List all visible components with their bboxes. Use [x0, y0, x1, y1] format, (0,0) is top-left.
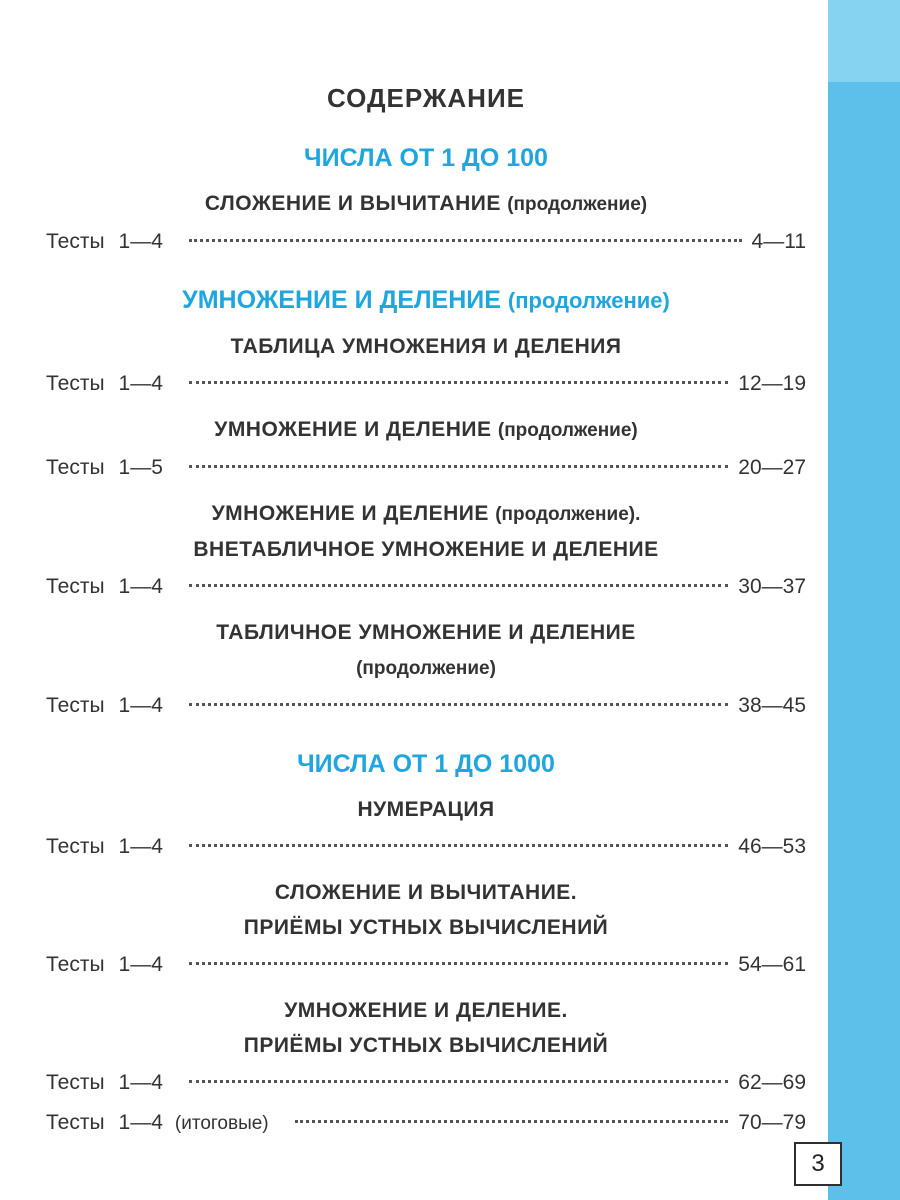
section-title [46, 186, 806, 222]
section-title-suffix: (продолжение) [356, 658, 496, 679]
toc-row [46, 686, 806, 726]
toc-pages: 70—79 [738, 1111, 806, 1134]
toc-label: Тесты [46, 694, 105, 717]
section-title: ТАБЛИЧНОЕ УМНОЖЕНИЕ И ДЕЛЕНИЕ [216, 621, 636, 644]
toc-pages: 12—19 [738, 372, 806, 395]
toc-range: 1—4 [118, 694, 163, 717]
section-title-suffix: (продолжение) [497, 420, 638, 441]
section-title-main: СЛОЖЕНИЕ И ВЫЧИТАНИЕ [204, 192, 501, 215]
dot-leader [295, 1119, 729, 1123]
toc-row [46, 222, 806, 262]
section-title: УМНОЖЕНИЕ И ДЕЛЕНИЕ. [284, 999, 568, 1022]
toc-label: Тесты [46, 1071, 105, 1094]
toc-range: 1—4 [118, 1071, 163, 1094]
toc-label: Тесты [46, 953, 105, 976]
section-title: СЛОЖЕНИЕ И ВЫЧИТАНИЕ. [274, 881, 578, 904]
dot-leader [189, 238, 742, 242]
section-title-line2: ПРИЁМЫ УСТНЫХ ВЫЧИСЛЕНИЙ [243, 1034, 609, 1057]
toc-range: 1—4 [118, 835, 163, 858]
table-of-contents [46, 76, 806, 1143]
toc-row [46, 1063, 806, 1103]
toc-pages: 62—69 [738, 1071, 806, 1094]
toc-range: 1—5 [118, 456, 163, 479]
toc-row [46, 827, 806, 867]
toc-label: Тесты [46, 575, 105, 598]
dot-leader [189, 843, 728, 847]
section-title: НУМЕРАЦИЯ [357, 798, 495, 821]
toc-pages: 54—61 [738, 953, 806, 976]
right-color-band [828, 0, 900, 1200]
part-title-3: ЧИСЛА ОТ 1 ДО 1000 [297, 750, 555, 778]
dot-leader [189, 583, 728, 587]
toc-row [46, 567, 806, 607]
toc-pages: 46—53 [738, 835, 806, 858]
toc-label: Тесты [46, 456, 105, 479]
section-title: ТАБЛИЦА УМНОЖЕНИЯ И ДЕЛЕНИЯ [230, 335, 622, 358]
toc-row [46, 945, 806, 985]
section-title-main: УМНОЖЕНИЕ И ДЕЛЕНИЕ [211, 502, 489, 525]
page-title: СОДЕРЖАНИЕ [327, 83, 525, 113]
dot-leader [189, 380, 728, 384]
dot-leader [189, 464, 728, 468]
part-title-main: УМНОЖЕНИЕ И ДЕЛЕНИЕ [182, 286, 501, 314]
section-title-line2: ПРИЁМЫ УСТНЫХ ВЫЧИСЛЕНИЙ [243, 916, 609, 939]
toc-pages: 20—27 [738, 456, 806, 479]
part-title-2 [46, 280, 806, 321]
section-title [46, 496, 806, 532]
part-title-1: ЧИСЛА ОТ 1 ДО 100 [304, 144, 548, 172]
toc-range: 1—4 [118, 575, 163, 598]
section-title-suffix: (продолжение). [495, 504, 641, 525]
toc-pages: 30—37 [738, 575, 806, 598]
toc-range: 1—4 [118, 1111, 163, 1134]
section-title-line2 [46, 650, 806, 686]
dot-leader [189, 1079, 728, 1083]
toc-pages: 38—45 [738, 694, 806, 717]
section-title-suffix: (продолжение) [507, 194, 648, 215]
toc-label: Тесты [46, 230, 105, 253]
page-number: 3 [794, 1142, 842, 1186]
toc-row [46, 364, 806, 404]
toc-note: (итоговые) [174, 1113, 269, 1134]
toc-range: 1—4 [118, 372, 163, 395]
section-title-line2: ВНЕТАБЛИЧНОЕ УМНОЖЕНИЕ И ДЕЛЕНИЕ [193, 538, 659, 561]
toc-row [46, 448, 806, 488]
part-title-suffix: (продолжение) [507, 288, 670, 313]
toc-pages: 4—11 [751, 230, 806, 253]
toc-label: Тесты [46, 1111, 105, 1134]
section-title-main: УМНОЖЕНИЕ И ДЕЛЕНИЕ [214, 418, 492, 441]
toc-label: Тесты [46, 835, 105, 858]
toc-range: 1—4 [118, 230, 163, 253]
dot-leader [189, 961, 728, 965]
dot-leader [189, 702, 728, 706]
toc-label: Тесты [46, 372, 105, 395]
toc-range: 1—4 [118, 953, 163, 976]
toc-row [46, 1103, 806, 1143]
right-band-top [828, 0, 900, 82]
section-title [46, 412, 806, 448]
